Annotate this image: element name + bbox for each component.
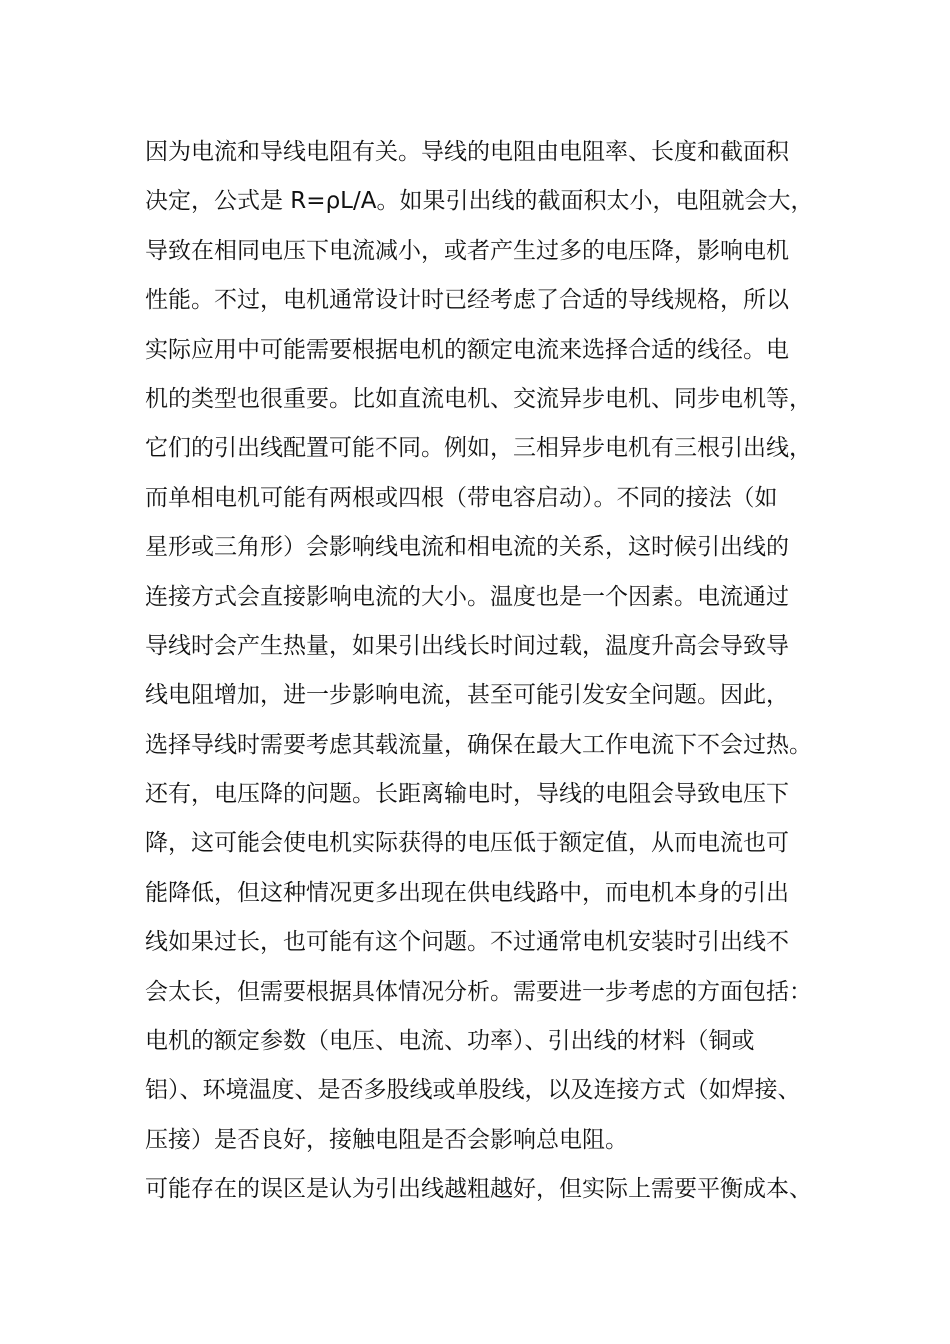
text-line: 可能存在的误区是认为引出线越粗越好，但实际上需要平衡成本、: [145, 1176, 812, 1203]
text-line: 连接方式会直接影响电流的大小。温度也是一个因素。电流通过: [145, 583, 789, 610]
text-line: 选择导线时需要考虑其载流量，确保在最大工作电流下不会过热。: [145, 731, 812, 758]
text-line: 性能。不过，电机通常设计时已经考虑了合适的导线规格，所以: [145, 287, 789, 314]
body-text: [145, 128, 835, 1215]
text-line: 因为电流和导线电阻有关。导线的电阻由电阻率、长度和截面积: [145, 139, 789, 165]
text-line: 压接）是否良好，接触电阻是否会影响总电阻。: [145, 1126, 628, 1153]
text-line: 导线时会产生热量，如果引出线长时间过载，温度升高会导致导: [145, 632, 789, 659]
text-line: 电机的额定参数（电压、电流、功率）、引出线的材料（铜或: [145, 1028, 755, 1055]
text-line: 导致在相同电压下电流减小，或者产生过多的电压降，影响电机: [145, 237, 789, 264]
text-line: 还有，电压降的问题。长距离输电时，导线的电阻会导致电压下: [145, 781, 789, 808]
text-line: 线电阻增加，进一步影响电流，甚至可能引发安全问题。因此，: [145, 682, 789, 709]
text-line: 实际应用中可能需要根据电机的额定电流来选择合适的线径。电: [145, 336, 789, 363]
text-line: 线如果过长，也可能有这个问题。不过通常电机安装时引出线不: [145, 929, 789, 956]
text-line: 它们的引出线配置可能不同。例如，三相异步电机有三根引出线，: [145, 435, 812, 462]
text-line: 铝）、环境温度、是否多股线或单股线，以及连接方式（如焊接、: [145, 1077, 801, 1104]
text-line: 能降低，但这种情况更多出现在供电线路中，而电机本身的引出: [145, 879, 789, 906]
text-line: 降，这可能会使电机实际获得的电压低于额定值，从而电流也可: [145, 830, 789, 857]
text-line: 决定，公式是 R=ρL/A。如果引出线的截面积太小，电阻就会大，: [145, 188, 814, 215]
text-line: 星形或三角形）会影响线电流和相电流的关系，这时候引出线的: [145, 534, 789, 561]
text-line: 机的类型也很重要。比如直流电机、交流异步电机、同步电机等，: [145, 385, 812, 412]
text-line: 会太长，但需要根据具体情况分析。需要进一步考虑的方面包括：: [145, 978, 812, 1005]
text-line: 而单相电机可能有两根或四根（带电容启动）。不同的接法（如: [145, 484, 778, 511]
